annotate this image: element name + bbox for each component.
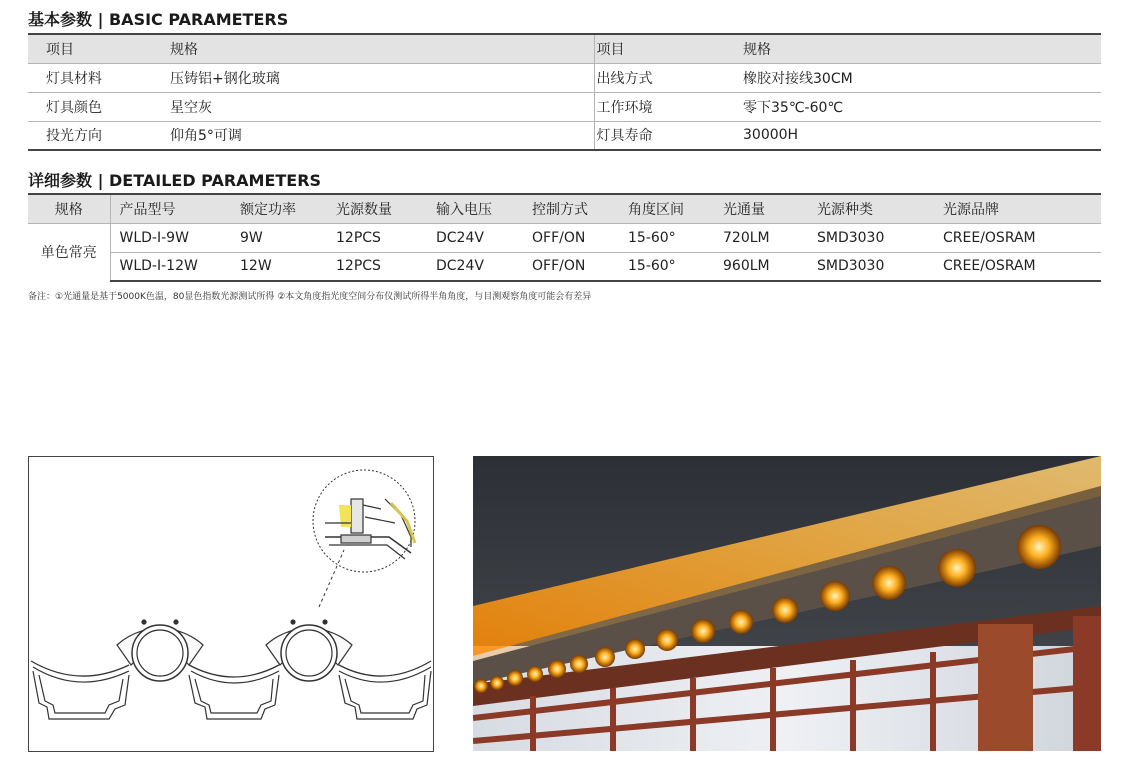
detailed-parameters-table	[28, 193, 1101, 282]
cell: DC24V	[436, 223, 532, 252]
cell: 12W	[240, 252, 336, 281]
installation-photo	[473, 456, 1101, 751]
header-power: 额定功率	[240, 194, 336, 223]
cell: CREE/OSRAM	[943, 223, 1101, 252]
cell: 星空灰	[170, 92, 594, 121]
table-row	[28, 63, 1101, 92]
detailed-parameters-title: 详细参数 | DETAILED PARAMETERS	[28, 171, 322, 190]
cell: 仰角5°可调	[170, 121, 594, 150]
cell: SMD3030	[817, 223, 943, 252]
cell: 工作环境	[594, 92, 743, 121]
cell: 投光方向	[28, 121, 170, 150]
cell: 30000H	[743, 121, 1101, 150]
header-item: 项目	[28, 34, 170, 63]
basic-parameters-title: 基本参数 | BASIC PARAMETERS	[28, 10, 289, 29]
header-lumen: 光通量	[723, 194, 817, 223]
footnote: 备注：①光通量是基于5000K色温，80显色指数光源测试所得 ②本文角度指光度空间分布仪测试所得半角角度，与目测观察角度可能会有差异	[28, 292, 592, 302]
header-led-type: 光源种类	[817, 194, 943, 223]
table-row	[28, 92, 1101, 121]
cell: 15-60°	[628, 252, 723, 281]
table-row	[28, 223, 1101, 252]
table-header-row	[28, 34, 1101, 63]
cell: WLD-I-12W	[110, 252, 240, 281]
table-header-row	[28, 194, 1101, 223]
installation-diagram	[28, 456, 434, 752]
cell: DC24V	[436, 252, 532, 281]
cell: 零下35℃-60℃	[743, 92, 1101, 121]
cell: 15-60°	[628, 223, 723, 252]
cell: 720LM	[723, 223, 817, 252]
cell: OFF/ON	[532, 223, 628, 252]
cell: 橡胶对接线30CM	[743, 63, 1101, 92]
cell: WLD-I-9W	[110, 223, 240, 252]
cell: 压铸铝+钢化玻璃	[170, 63, 594, 92]
installation-drawing	[29, 457, 433, 751]
group-label: 单色常亮	[28, 223, 110, 281]
cell: 9W	[240, 223, 336, 252]
table-row	[28, 252, 1101, 281]
cell: 12PCS	[336, 223, 436, 252]
header-spec: 规格	[170, 34, 594, 63]
header-led-brand: 光源品牌	[943, 194, 1101, 223]
basic-parameters-table	[28, 33, 1101, 151]
header-led-count: 光源数量	[336, 194, 436, 223]
cell: 灯具寿命	[594, 121, 743, 150]
cell: 灯具颜色	[28, 92, 170, 121]
header-spec: 规格	[743, 34, 1101, 63]
header-voltage: 输入电压	[436, 194, 532, 223]
cell: 灯具材料	[28, 63, 170, 92]
cell: 12PCS	[336, 252, 436, 281]
header-angle: 角度区间	[628, 194, 723, 223]
cell: SMD3030	[817, 252, 943, 281]
cell: 960LM	[723, 252, 817, 281]
header-item: 项目	[594, 34, 743, 63]
cell: 出线方式	[594, 63, 743, 92]
header-spec: 规格	[28, 194, 110, 223]
cell: OFF/ON	[532, 252, 628, 281]
header-control: 控制方式	[532, 194, 628, 223]
installation-photo-render	[473, 456, 1101, 751]
cell: CREE/OSRAM	[943, 252, 1101, 281]
header-model: 产品型号	[110, 194, 240, 223]
table-row	[28, 121, 1101, 150]
